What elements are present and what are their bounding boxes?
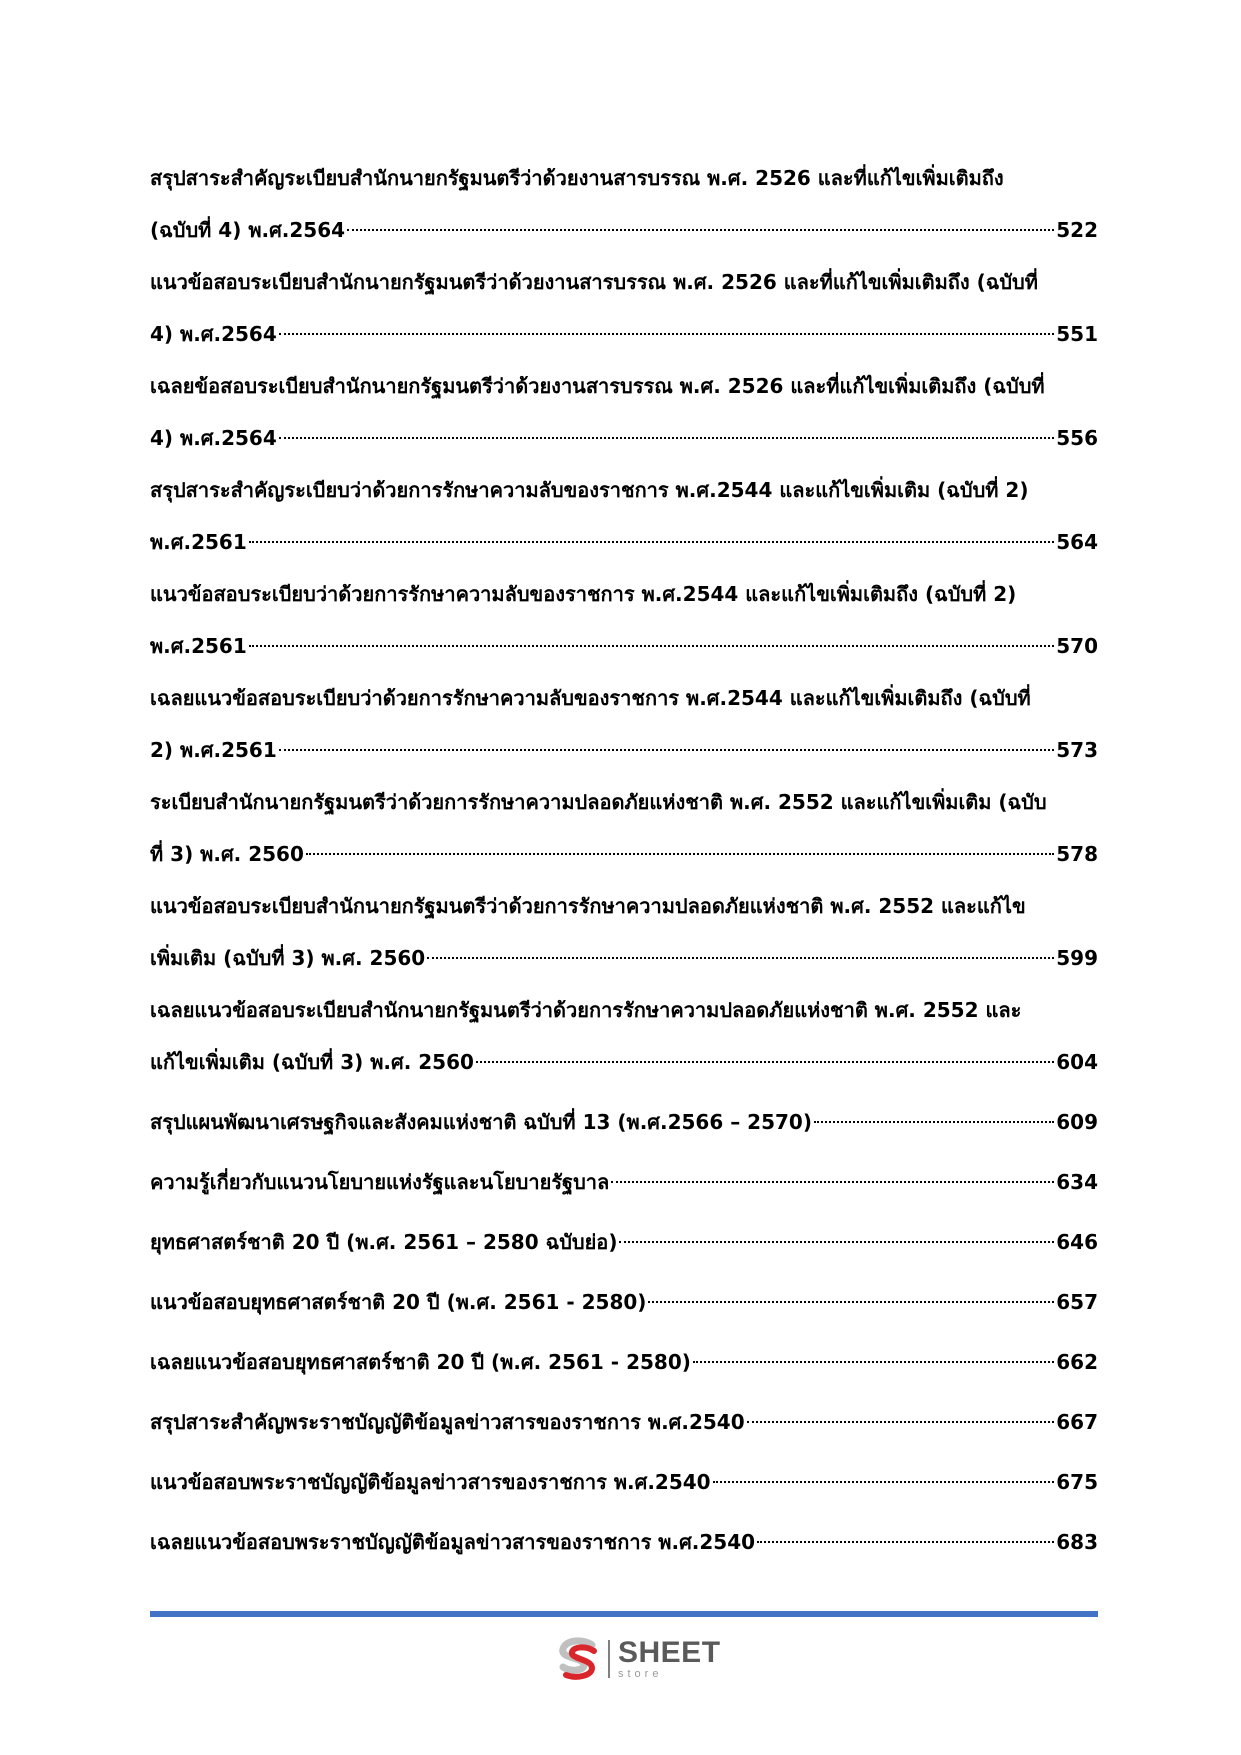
- footer-logo: [554, 1634, 721, 1684]
- dot-leader: [279, 749, 1054, 751]
- dot-leader: [249, 645, 1055, 647]
- logo-wordmark: [618, 1638, 721, 1680]
- toc-entry-title-line2: 4) พ.ศ.2564: [150, 322, 277, 346]
- toc-page-number: 609: [1056, 1110, 1098, 1134]
- toc-entry-title: สรุปสาระสำคัญพระราชบัญญัติข้อมูลข่าวสารของราชการ พ.ศ.2540: [150, 1410, 745, 1434]
- toc-entry[interactable]: [150, 1156, 1098, 1208]
- sheet-store-logo-icon: [554, 1635, 602, 1683]
- dot-leader: [693, 1361, 1054, 1363]
- toc-entry-title: แนวข้อสอบพระราชบัญญัติข้อมูลข่าวสารของราชการ พ.ศ.2540: [150, 1470, 711, 1494]
- toc-entry[interactable]: [150, 776, 1098, 880]
- logo-sub-text: store: [618, 1668, 663, 1680]
- toc-entry[interactable]: [150, 464, 1098, 568]
- toc-page-number: 634: [1056, 1170, 1098, 1194]
- toc-page-number: 683: [1056, 1530, 1098, 1554]
- toc-entry-title-line2: (ฉบับที่ 4) พ.ศ.2564: [150, 218, 346, 242]
- toc-page-number: 551: [1056, 322, 1098, 346]
- footer-rule: [150, 1611, 1098, 1617]
- dot-leader: [619, 1241, 1054, 1243]
- toc-entry-title: สรุปแผนพัฒนาเศรษฐกิจและสังคมแห่งชาติ ฉบับที่ 13 (พ.ศ.2566 – 2570): [150, 1110, 812, 1134]
- toc-entry-title-line1: สรุปสาระสำคัญระเบียบว่าด้วยการรักษาความลับของราชการ พ.ศ.2544 และแก้ไขเพิ่มเติม (ฉบับที่ 2): [150, 478, 1029, 502]
- toc-entry-title-line2: เพิ่มเติม (ฉบับที่ 3) พ.ศ. 2560: [150, 946, 426, 970]
- toc-entry-title: เฉลยแนวข้อสอบพระราชบัญญัติข้อมูลข่าวสารของราชการ พ.ศ.2540: [150, 1530, 756, 1554]
- toc-entry-title-line2: พ.ศ.2561: [150, 530, 247, 554]
- toc-entry-title-line2: แก้ไขเพิ่มเติม (ฉบับที่ 3) พ.ศ. 2560: [150, 1050, 474, 1074]
- toc-entry-title-line1: สรุปสาระสำคัญระเบียบสำนักนายกรัฐมนตรีว่าด้วยงานสารบรรณ พ.ศ. 2526 และที่แก้ไขเพิ่มเติมถึง: [150, 166, 1004, 190]
- toc-entry[interactable]: [150, 880, 1098, 984]
- toc-entry-title: เฉลยแนวข้อสอบยุทธศาสตร์ชาติ 20 ปี (พ.ศ. 2561 - 2580): [150, 1350, 691, 1374]
- toc-page-number: 564: [1056, 530, 1098, 554]
- toc-entry-title-line1: เฉลยแนวข้อสอบระเบียบว่าด้วยการรักษาความลับของราชการ พ.ศ.2544 และแก้ไขเพิ่มเติมถึง (ฉบับที่: [150, 686, 1031, 710]
- table-of-contents: [150, 152, 1098, 1568]
- toc-page-number: 604: [1056, 1050, 1098, 1074]
- dot-leader: [279, 333, 1054, 335]
- toc-page-number: 556: [1056, 426, 1098, 450]
- dot-leader: [713, 1481, 1055, 1483]
- dot-leader: [249, 541, 1055, 543]
- toc-entry[interactable]: [150, 1456, 1098, 1508]
- toc-entry[interactable]: [150, 360, 1098, 464]
- toc-entry[interactable]: [150, 1396, 1098, 1448]
- toc-entry-title-line1: แนวข้อสอบระเบียบว่าด้วยการรักษาความลับของราชการ พ.ศ.2544 และแก้ไขเพิ่มเติมถึง (ฉบับที่ 2): [150, 582, 1017, 606]
- toc-entry[interactable]: [150, 256, 1098, 360]
- toc-entry[interactable]: [150, 1276, 1098, 1328]
- toc-page-number: 522: [1056, 218, 1098, 242]
- toc-entry-title-line2: 2) พ.ศ.2561: [150, 738, 277, 762]
- toc-page-number: 599: [1056, 946, 1098, 970]
- toc-entry-title: ยุทธศาสตร์ชาติ 20 ปี (พ.ศ. 2561 – 2580 ฉบับย่อ): [150, 1230, 618, 1254]
- toc-entry-title-line2: 4) พ.ศ.2564: [150, 426, 277, 450]
- toc-entry-title-line2: พ.ศ.2561: [150, 634, 247, 658]
- toc-page-number: 667: [1056, 1410, 1098, 1434]
- toc-entry-title-line1: ระเบียบสำนักนายกรัฐมนตรีว่าด้วยการรักษาความปลอดภัยแห่งชาติ พ.ศ. 2552 และแก้ไขเพิ่มเติม (ฉบับ: [150, 790, 1047, 814]
- toc-entry[interactable]: [150, 1336, 1098, 1388]
- dot-leader: [427, 957, 1054, 959]
- toc-page-number: 675: [1056, 1470, 1098, 1494]
- toc-page-number: 573: [1056, 738, 1098, 762]
- dot-leader: [814, 1121, 1054, 1123]
- toc-entry[interactable]: [150, 1096, 1098, 1148]
- dot-leader: [747, 1421, 1055, 1423]
- toc-entry-title-line1: เฉลยข้อสอบระเบียบสำนักนายกรัฐมนตรีว่าด้วยงานสารบรรณ พ.ศ. 2526 และที่แก้ไขเพิ่มเติมถึง (ฉบับที่: [150, 374, 1045, 398]
- logo-brand-text: SHEET: [618, 1636, 721, 1669]
- toc-page-number: 646: [1056, 1230, 1098, 1254]
- toc-entry[interactable]: [150, 568, 1098, 672]
- toc-entry[interactable]: [150, 1216, 1098, 1268]
- dot-leader: [279, 437, 1054, 439]
- toc-entry[interactable]: [150, 1516, 1098, 1568]
- toc-entry-title-line1: เฉลยแนวข้อสอบระเบียบสำนักนายกรัฐมนตรีว่าด้วยการรักษาความปลอดภัยแห่งชาติ พ.ศ. 2552 และ: [150, 998, 1022, 1022]
- toc-page-number: 570: [1056, 634, 1098, 658]
- dot-leader: [611, 1181, 1054, 1183]
- toc-entry-title-line1: แนวข้อสอบระเบียบสำนักนายกรัฐมนตรีว่าด้วยการรักษาความปลอดภัยแห่งชาติ พ.ศ. 2552 และแก้ไข: [150, 894, 1026, 918]
- dot-leader: [757, 1541, 1054, 1543]
- toc-entry-title: แนวข้อสอบยุทธศาสตร์ชาติ 20 ปี (พ.ศ. 2561 - 2580): [150, 1290, 647, 1314]
- toc-page-number: 662: [1056, 1350, 1098, 1374]
- toc-entry-title-line1: แนวข้อสอบระเบียบสำนักนายกรัฐมนตรีว่าด้วยงานสารบรรณ พ.ศ. 2526 และที่แก้ไขเพิ่มเติมถึง (ฉบับที่: [150, 270, 1038, 294]
- toc-entry-title: ความรู้เกี่ยวกับแนวนโยบายแห่งรัฐและนโยบายรัฐบาล: [150, 1170, 610, 1194]
- toc-page-number: 578: [1056, 842, 1098, 866]
- toc-entry[interactable]: [150, 672, 1098, 776]
- dot-leader: [306, 853, 1054, 855]
- toc-entry[interactable]: [150, 152, 1098, 256]
- toc-entry-title-line2: ที่ 3) พ.ศ. 2560: [150, 842, 304, 866]
- dot-leader: [476, 1061, 1054, 1063]
- toc-entry[interactable]: [150, 984, 1098, 1088]
- toc-page-number: 657: [1056, 1290, 1098, 1314]
- dot-leader: [648, 1301, 1054, 1303]
- logo-divider: [608, 1640, 610, 1678]
- dot-leader: [347, 229, 1054, 231]
